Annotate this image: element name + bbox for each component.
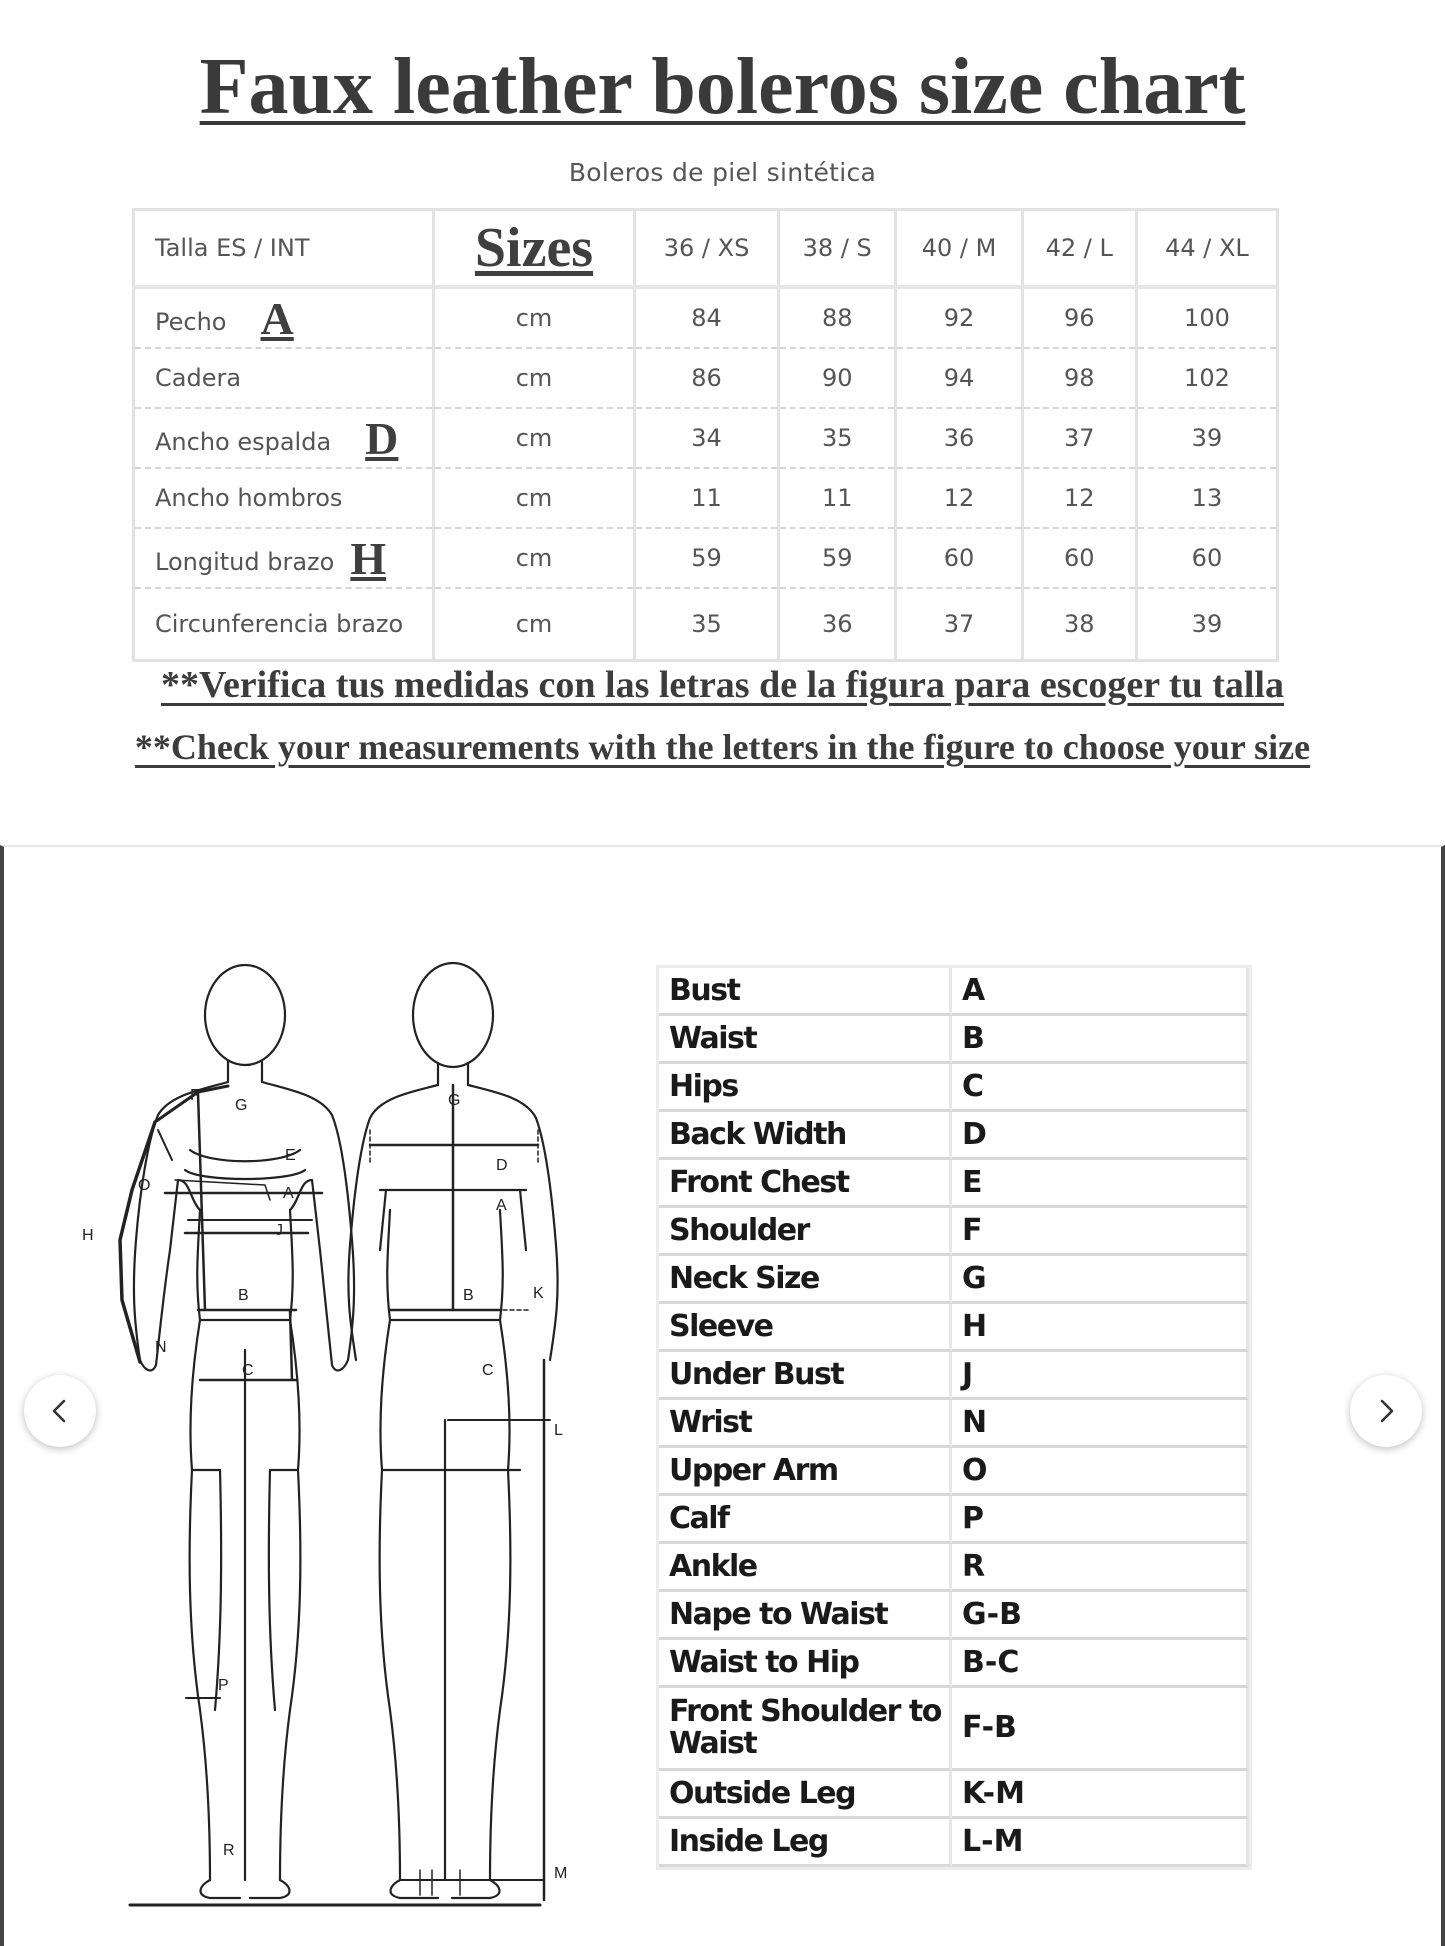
carousel-prev-button[interactable]: [24, 1375, 96, 1447]
header-label: Talla ES / INT: [134, 210, 434, 288]
figure-label: N: [155, 1339, 167, 1356]
measure-name: Ancho espalda: [155, 427, 332, 456]
table-row: [659, 968, 1249, 1016]
row-value: 36: [779, 588, 896, 661]
legend-measure: Wrist: [659, 1400, 952, 1448]
figure-label: D: [496, 1157, 508, 1174]
legend-measure: Waist: [659, 1016, 952, 1064]
figure-label: P: [218, 1677, 229, 1694]
figure-label: M: [554, 1865, 568, 1882]
row-value: 60: [896, 528, 1022, 588]
row-value: 35: [635, 588, 779, 661]
row-label: [134, 408, 434, 468]
table-row: [659, 1819, 1249, 1867]
row-value: 90: [779, 348, 896, 408]
figure-label: K: [533, 1285, 544, 1302]
figure-label: F: [190, 1087, 200, 1104]
table-row: [659, 1688, 1249, 1771]
row-value: 39: [1136, 588, 1277, 661]
row-unit: cm: [434, 348, 635, 408]
legend-code: H: [952, 1304, 1249, 1352]
row-label: [134, 528, 434, 588]
row-unit: cm: [434, 528, 635, 588]
row-value: 37: [896, 588, 1022, 661]
row-unit: cm: [434, 408, 635, 468]
size-table: [132, 208, 1279, 662]
row-value: 88: [779, 287, 896, 348]
measurement-legend-table: [656, 965, 1252, 1870]
row-value: 11: [779, 468, 896, 528]
table-row: [659, 1592, 1249, 1640]
row-value: 86: [635, 348, 779, 408]
figure-label: B: [238, 1287, 249, 1304]
figure-label: A: [496, 1197, 507, 1214]
chevron-right-icon: [1373, 1398, 1399, 1424]
legend-measure: Upper Arm: [659, 1448, 952, 1496]
table-row: [659, 1544, 1249, 1592]
table-row: [134, 287, 1278, 348]
table-row: [659, 1256, 1249, 1304]
legend-measure: Ankle: [659, 1544, 952, 1592]
table-row: [134, 588, 1278, 661]
page-title: Faux leather boleros size chart: [199, 43, 1246, 131]
size-table-header: [134, 210, 1278, 288]
table-row: [659, 1771, 1249, 1819]
table-row: [659, 1448, 1249, 1496]
table-row: [659, 1160, 1249, 1208]
measure-name: Circunferencia brazo: [155, 610, 404, 638]
row-value: 94: [896, 348, 1022, 408]
legend-measure: Neck Size: [659, 1256, 952, 1304]
measure-name: Cadera: [155, 364, 242, 392]
figure-label: R: [223, 1842, 235, 1859]
carousel-next-button[interactable]: [1350, 1375, 1422, 1447]
note-english: **Check your measurements with the letters in the figure to choose your size: [134, 727, 1311, 767]
legend-measure: Outside Leg: [659, 1771, 952, 1819]
figure-label: C: [242, 1362, 254, 1379]
row-value: 59: [779, 528, 896, 588]
row-value: 102: [1136, 348, 1277, 408]
legend-measure: Front Chest: [659, 1160, 952, 1208]
size-header: 36 / XS: [635, 210, 779, 288]
row-unit: cm: [434, 287, 635, 348]
legend-measure: Calf: [659, 1496, 952, 1544]
row-value: 59: [635, 528, 779, 588]
row-value: 39: [1136, 408, 1277, 468]
table-row: [659, 1496, 1249, 1544]
table-row: [134, 528, 1278, 588]
body-measurement-figure: [60, 950, 640, 1920]
legend-code: C: [952, 1064, 1249, 1112]
figure-label: E: [285, 1147, 296, 1164]
measure-letter: H: [350, 532, 387, 584]
legend-code: O: [952, 1448, 1249, 1496]
table-row: [659, 1208, 1249, 1256]
size-header: 40 / M: [896, 210, 1022, 288]
table-subtitle: Boleros de piel sintética: [568, 158, 877, 187]
legend-code: A: [952, 968, 1249, 1016]
legend-measure: Sleeve: [659, 1304, 952, 1352]
row-label: [134, 348, 434, 408]
figure-label: A: [283, 1185, 294, 1202]
legend-measure: Front Shoulder to Waist: [659, 1688, 952, 1771]
row-value: 60: [1022, 528, 1136, 588]
measure-letter: A: [260, 292, 294, 344]
measure-name: Pecho: [155, 307, 227, 336]
measure-letter: D: [365, 412, 399, 464]
legend-code: G-B: [952, 1592, 1249, 1640]
row-unit: cm: [434, 468, 635, 528]
row-value: 38: [1022, 588, 1136, 661]
table-row: [134, 468, 1278, 528]
legend-measure: Back Width: [659, 1112, 952, 1160]
legend-code: N: [952, 1400, 1249, 1448]
chevron-left-icon: [47, 1398, 73, 1424]
legend-code: G: [952, 1256, 1249, 1304]
legend-measure: Waist to Hip: [659, 1640, 952, 1688]
legend-code: F-B: [952, 1688, 1249, 1771]
row-value: 36: [896, 408, 1022, 468]
legend-code: J: [952, 1352, 1249, 1400]
row-label: [134, 468, 434, 528]
row-value: 11: [635, 468, 779, 528]
row-label: [134, 588, 434, 661]
row-value: 98: [1022, 348, 1136, 408]
figure-label: L: [554, 1422, 563, 1439]
figure-label: G: [235, 1097, 248, 1114]
row-value: 92: [896, 287, 1022, 348]
legend-code: D: [952, 1112, 1249, 1160]
measure-name: Ancho hombros: [155, 484, 343, 512]
legend-code: E: [952, 1160, 1249, 1208]
figure-label: G: [448, 1092, 461, 1109]
row-value: 12: [896, 468, 1022, 528]
legend-code: F: [952, 1208, 1249, 1256]
legend-measure: Hips: [659, 1064, 952, 1112]
sizes-heading: Sizes: [474, 217, 594, 279]
row-value: 37: [1022, 408, 1136, 468]
row-value: 34: [635, 408, 779, 468]
row-value: 84: [635, 287, 779, 348]
figure-label: J: [275, 1222, 283, 1239]
legend-measure: Shoulder: [659, 1208, 952, 1256]
legend-measure: Nape to Waist: [659, 1592, 952, 1640]
row-value: 100: [1136, 287, 1277, 348]
legend-measure: Inside Leg: [659, 1819, 952, 1867]
header-sizes: [434, 210, 635, 288]
table-row: [659, 1064, 1249, 1112]
table-row: [659, 1112, 1249, 1160]
row-value: 60: [1136, 528, 1277, 588]
legend-code: B: [952, 1016, 1249, 1064]
note-spanish: **Verifica tus medidas con las letras de la figura para escoger tu talla: [160, 664, 1284, 706]
table-row: [659, 1352, 1249, 1400]
table-row: [659, 1400, 1249, 1448]
legend-code: P: [952, 1496, 1249, 1544]
row-unit: cm: [434, 588, 635, 661]
figure-label: O: [138, 1177, 151, 1194]
row-value: 35: [779, 408, 896, 468]
legend-measure: Bust: [659, 968, 952, 1016]
legend-code: L-M: [952, 1819, 1249, 1867]
legend-code: K-M: [952, 1771, 1249, 1819]
table-row: [659, 1640, 1249, 1688]
row-value: 13: [1136, 468, 1277, 528]
table-row: [659, 1304, 1249, 1352]
table-row: [134, 408, 1278, 468]
size-header: 44 / XL: [1136, 210, 1277, 288]
row-value: 12: [1022, 468, 1136, 528]
row-value: 96: [1022, 287, 1136, 348]
table-row: [134, 348, 1278, 408]
size-header: 42 / L: [1022, 210, 1136, 288]
row-label: [134, 287, 434, 348]
legend-measure: Under Bust: [659, 1352, 952, 1400]
legend-code: R: [952, 1544, 1249, 1592]
legend-code: B-C: [952, 1640, 1249, 1688]
figure-label: H: [82, 1227, 94, 1244]
table-row: [659, 1016, 1249, 1064]
size-header: 38 / S: [779, 210, 896, 288]
measure-name: Longitud brazo: [155, 547, 335, 576]
figure-label: B: [463, 1287, 474, 1304]
figure-label: C: [482, 1362, 494, 1379]
